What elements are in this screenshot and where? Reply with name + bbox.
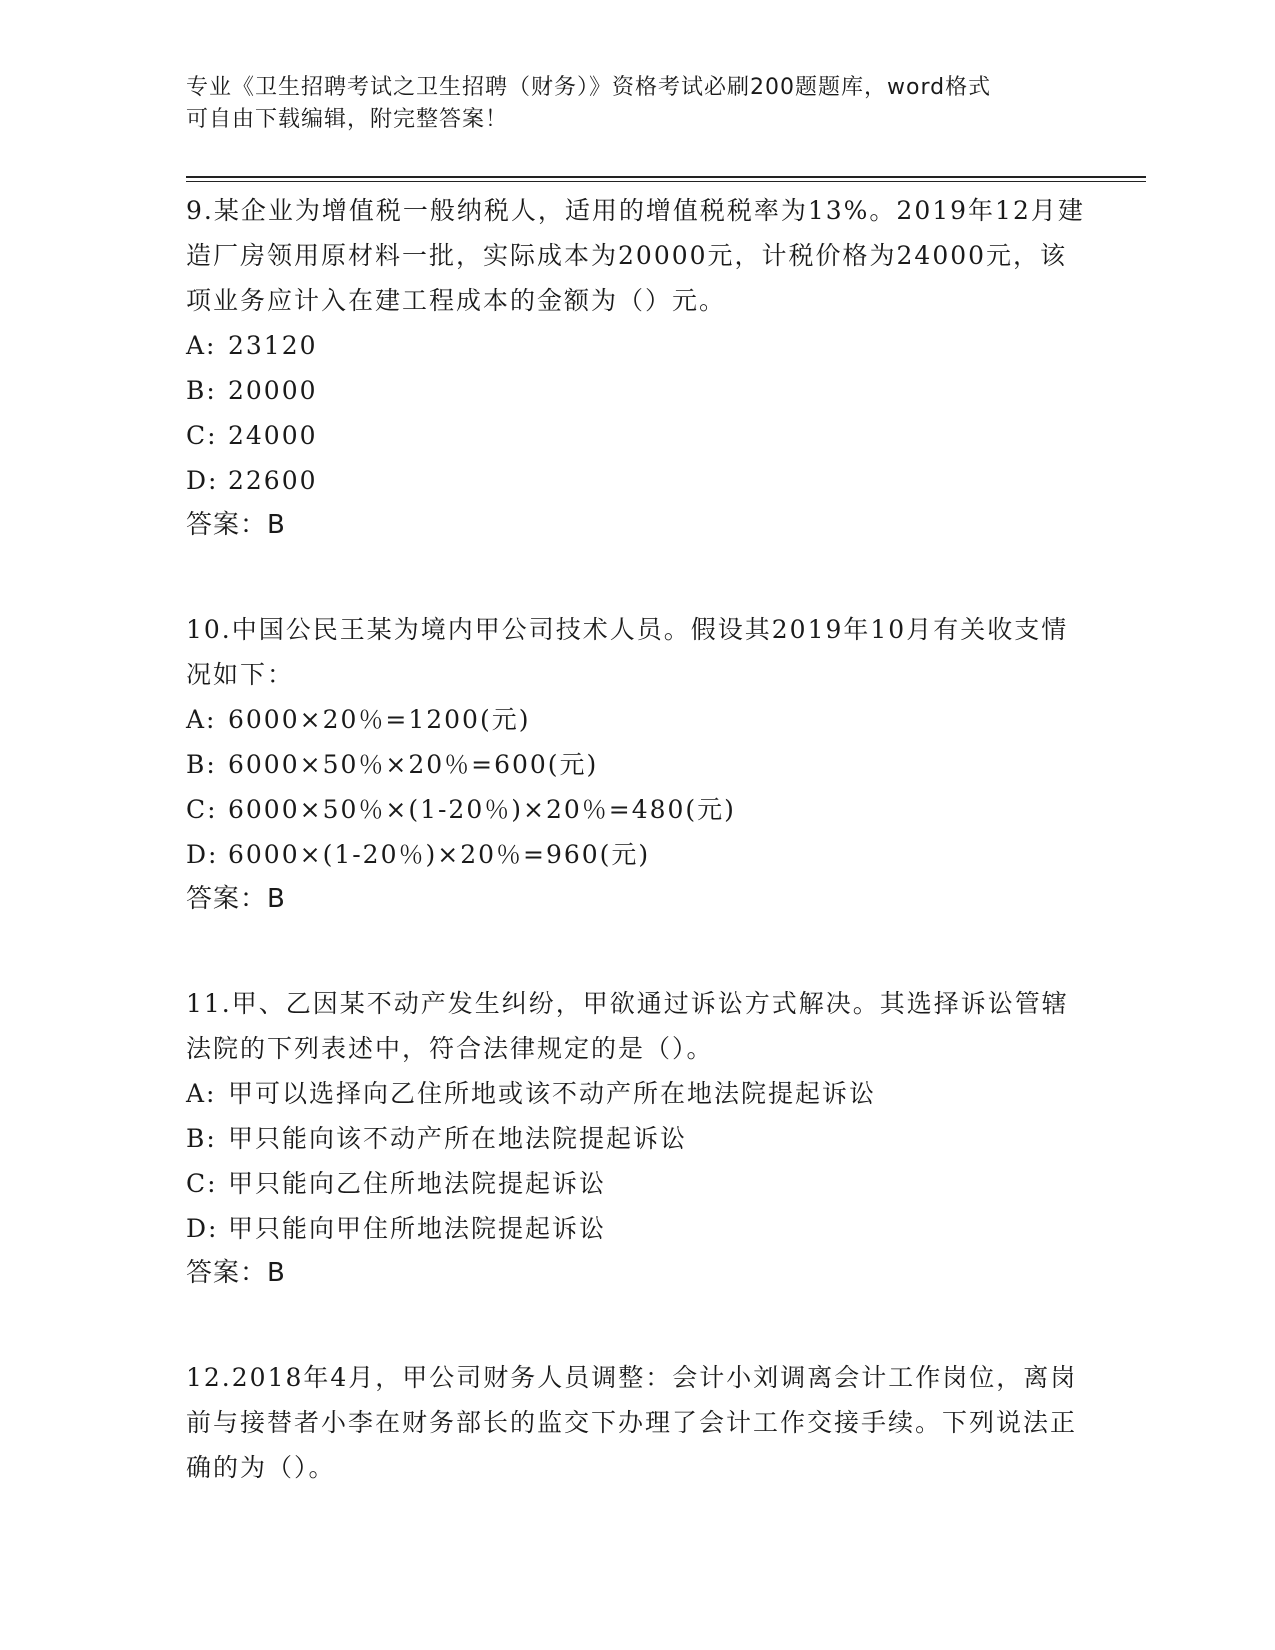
option-d — [186, 832, 1086, 877]
question-stem: 12.2018年4月，甲公司财务人员调整：会计小刘调离会计工作岗位，离岗前与接替者小李在财务部长的监交下办理了会计工作交接手续。下列说法正确的为（）。 — [186, 1363, 1078, 1482]
question-10 — [186, 607, 1086, 922]
option-c — [186, 413, 1086, 458]
option-b — [186, 1116, 1086, 1161]
question-12 — [186, 1355, 1086, 1490]
header-divider-thick — [186, 176, 1146, 178]
question-list — [186, 188, 1086, 1549]
option-text: 6000×(1-20％)×20％=960(元) — [228, 840, 651, 869]
option-key: C: — [186, 795, 218, 824]
option-key: B: — [186, 376, 217, 405]
question-stem: 11.甲、乙因某不动产发生纠纷，甲欲通过诉讼方式解决。其选择诉讼管辖法院的下列表述中，符合法律规定的是（）。 — [186, 989, 1069, 1063]
option-key: B: — [186, 750, 217, 779]
question-stem: 9.某企业为增值税一般纳税人，适用的增值税税率为13%。2019年12月建造厂房领用原材料一批，实际成本为20000元，计税价格为24000元，该项业务应计入在建工程成本的金额为（）元。 — [186, 196, 1085, 315]
answer-line: 答案：B — [186, 1258, 286, 1288]
option-key: D: — [186, 840, 219, 869]
document-header — [186, 72, 1086, 136]
header-line-1: 专业《卫生招聘考试之卫生招聘（财务）》资格考试必刷200题题库，word格式 — [186, 75, 992, 100]
header-divider-thin — [186, 181, 1146, 182]
answer-line: 答案：B — [186, 510, 286, 540]
option-key: C: — [186, 421, 218, 450]
option-text: 22600 — [228, 466, 318, 495]
option-key: A: — [186, 705, 217, 734]
option-key: A: — [186, 1079, 217, 1108]
question-11 — [186, 981, 1086, 1296]
option-text: 6000×50％×20％=600(元) — [228, 750, 599, 779]
option-key: D: — [186, 466, 219, 495]
option-b — [186, 368, 1086, 413]
option-text: 甲只能向乙住所地法院提起诉讼 — [228, 1169, 607, 1198]
answer-line: 答案：B — [186, 884, 286, 914]
option-c — [186, 787, 1086, 832]
option-b — [186, 742, 1086, 787]
option-a — [186, 1071, 1086, 1116]
question-9 — [186, 188, 1086, 548]
question-stem: 10.中国公民王某为境内甲公司技术人员。假设其2019年10月有关收支情况如下： — [186, 615, 1069, 689]
option-key: D: — [186, 1214, 219, 1243]
option-text: 6000×20％=1200(元) — [228, 705, 531, 734]
option-text: 23120 — [228, 331, 318, 360]
option-a — [186, 697, 1086, 742]
option-text: 甲可以选择向乙住所地或该不动产所在地法院提起诉讼 — [228, 1079, 877, 1108]
option-c — [186, 1161, 1086, 1206]
option-d — [186, 458, 1086, 503]
header-line-2: 可自由下载编辑，附完整答案！ — [186, 107, 509, 132]
option-key: C: — [186, 1169, 218, 1198]
option-text: 甲只能向该不动产所在地法院提起诉讼 — [228, 1124, 688, 1153]
option-d — [186, 1206, 1086, 1251]
option-key: B: — [186, 1124, 217, 1153]
option-text: 6000×50％×(1-20％)×20％=480(元) — [228, 795, 736, 824]
option-text: 20000 — [228, 376, 318, 405]
option-a — [186, 323, 1086, 368]
option-text: 甲只能向甲住所地法院提起诉讼 — [228, 1214, 607, 1243]
option-text: 24000 — [228, 421, 318, 450]
option-key: A: — [186, 331, 217, 360]
